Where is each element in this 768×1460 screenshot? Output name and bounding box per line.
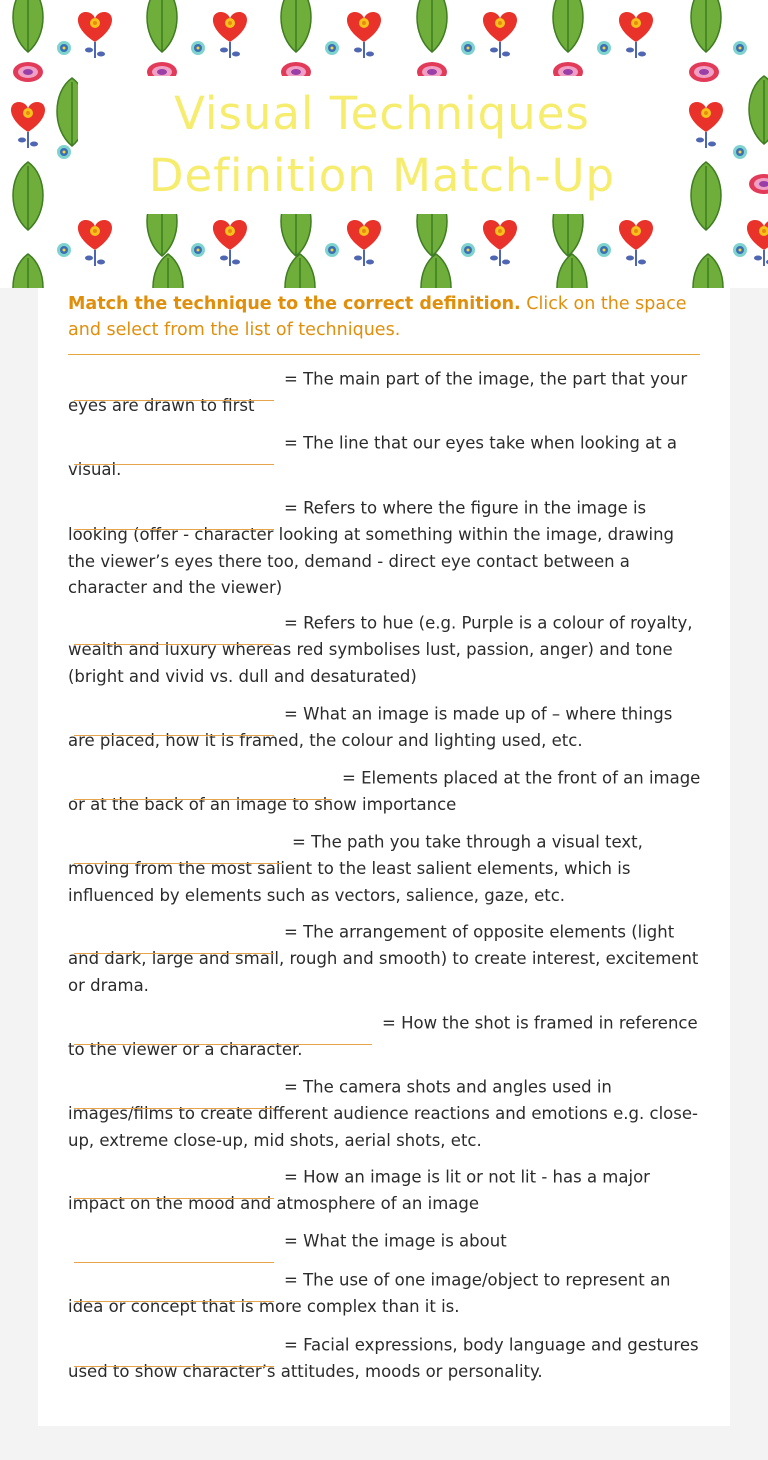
instructions bbox=[68, 291, 700, 343]
title-box bbox=[78, 76, 686, 214]
match-item-14 bbox=[68, 1332, 702, 1386]
answer-blank-11[interactable] bbox=[74, 1172, 274, 1199]
answer-blank-6[interactable] bbox=[74, 773, 332, 800]
match-item-10 bbox=[68, 1074, 702, 1154]
match-item-9 bbox=[68, 1010, 702, 1064]
answer-blank-10[interactable] bbox=[74, 1082, 274, 1109]
definition-text-8: = The arrangement of opposite elements (light and dark, large and small, rough and smooth) to create interest, excitement or drama. bbox=[68, 922, 699, 995]
definition-text-1: = The main part of the image, the part that your eyes are drawn to first bbox=[68, 369, 688, 415]
page-title-line2: Definition Match-Up bbox=[148, 149, 616, 202]
divider bbox=[68, 354, 700, 355]
match-item-8 bbox=[68, 919, 702, 999]
answer-blank-13[interactable] bbox=[74, 1275, 274, 1302]
definition-text-7: = The path you take through a visual text, moving from the most salient to the least salient elements, which is influenced by elements such as vectors, salience, gaze, etc. bbox=[68, 832, 643, 905]
header-banner bbox=[0, 0, 768, 288]
answer-blank-7[interactable] bbox=[74, 837, 282, 864]
match-item-13 bbox=[68, 1267, 702, 1321]
definition-text-9: = How the shot is framed in reference to the viewer or a character. bbox=[68, 1013, 698, 1059]
match-item-2 bbox=[68, 430, 702, 484]
definition-text-14: = Facial expressions, body language and gestures used to show character’s attitudes, moods or personality. bbox=[68, 1335, 699, 1381]
instructions-bold: Match the technique to the correct definition. bbox=[68, 294, 521, 314]
match-item-11 bbox=[68, 1164, 702, 1218]
definition-text-5: = What an image is made up of – where things are placed, how it is framed, the colour and lighting used, etc. bbox=[68, 704, 673, 750]
answer-blank-3[interactable] bbox=[74, 503, 274, 530]
definition-text-4: = Refers to hue (e.g. Purple is a colour of royalty, wealth and luxury whereas red symbolises lust, passion, anger) and tone (bright and vivid vs. dull and desaturated) bbox=[68, 613, 693, 686]
match-item-5 bbox=[68, 701, 702, 755]
match-item-4 bbox=[68, 610, 702, 690]
match-item-3 bbox=[68, 495, 702, 602]
match-item-7 bbox=[68, 829, 702, 909]
match-item-12 bbox=[68, 1228, 702, 1255]
page-title-line1: Visual Techniques bbox=[174, 87, 590, 140]
answer-blank-1[interactable] bbox=[74, 374, 274, 401]
answer-blank-5[interactable] bbox=[74, 709, 274, 736]
answer-blank-2[interactable] bbox=[74, 438, 274, 465]
instructions-rest: Click on the space and select from the list of techniques. bbox=[68, 294, 687, 340]
answer-blank-4[interactable] bbox=[74, 618, 274, 645]
answer-blank-9[interactable] bbox=[74, 1018, 372, 1045]
definition-text-2: = The line that our eyes take when looking at a visual. bbox=[68, 433, 678, 479]
definition-text-13: = The use of one image/object to represent an idea or concept that is more complex than it is. bbox=[68, 1270, 671, 1316]
match-item-6 bbox=[68, 765, 702, 819]
definition-text-12: = What the image is about bbox=[284, 1231, 507, 1251]
answer-blank-8[interactable] bbox=[74, 927, 274, 954]
match-item-1 bbox=[68, 366, 702, 420]
definition-text-10: = The camera shots and angles used in images/films to create different audience reactions and emotions e.g. close-up, extreme close-up, mid shots, aerial shots, etc. bbox=[68, 1077, 698, 1150]
definition-text-11: = How an image is lit or not lit - has a major impact on the mood and atmosphere of an image bbox=[68, 1167, 650, 1213]
definition-text-6: = Elements placed at the front of an image or at the back of an image to show importance bbox=[68, 768, 701, 814]
answer-blank-12[interactable] bbox=[74, 1236, 274, 1263]
answer-blank-14[interactable] bbox=[74, 1340, 274, 1367]
worksheet-content bbox=[38, 288, 730, 1426]
definition-text-3: = Refers to where the figure in the image is looking (offer - character looking at something within the image, drawing the viewer’s eyes there too, demand - direct eye contact between a character and the viewer) bbox=[68, 498, 675, 597]
